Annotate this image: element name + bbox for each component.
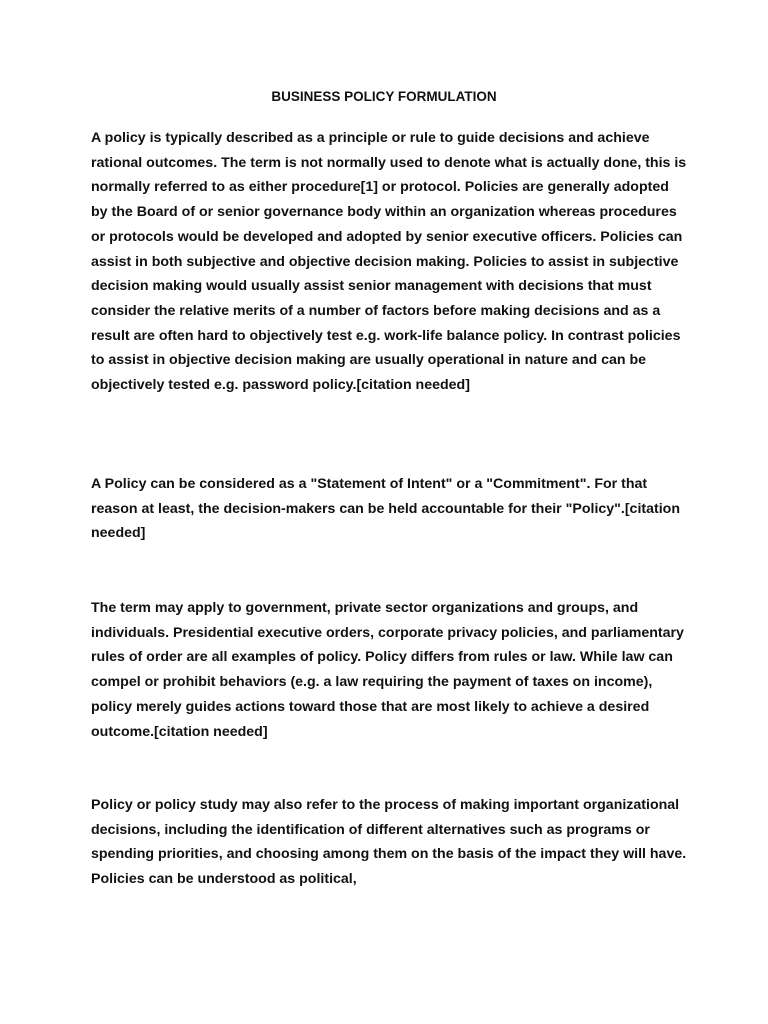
- page-title: BUSINESS POLICY FORMULATION: [271, 89, 497, 104]
- paragraph-policy-definition: A policy is typically described as a principle or rule to guide decisions and achieve rational outcomes. The term is not normally used to denote what is actually done, this is normally referred to as either procedure[1] or protocol. Policies are generally adopted by the Board of or senior governance body within an organization whereas procedures or protocols would be developed and adopted by senior executive officers. Policies can assist in both subjective and objective decision making. Policies to assist in subjective decision making would usually assist senior management with decisions that must consider the relative merits of a number of factors before making decisions and as a result are often hard to objectively test e.g. work-life balance policy. In contrast policies to assist in objective decision making are usually operational in nature and can be objectively tested e.g. password policy.[citation needed]: [91, 130, 687, 394]
- paragraph-statement-of-intent: A Policy can be considered as a "Statement of Intent" or a "Commitment". For that reason at least, the decision-makers can be held accountable for their "Policy".[citation needed]: [91, 476, 681, 542]
- paragraph-policy-study: Policy or policy study may also refer to the process of making important organizational decisions, including the identification of different alternatives such as programs or spending priorities, and choosing among them on the basis of the impact they will have. Policies can be understood as political,: [91, 797, 687, 888]
- paragraph-term-application: The term may apply to government, private sector organizations and groups, and individuals. Presidential executive orders, corporate privacy policies, and parliamentary rules of order are all examples of policy. Policy differs from rules or law. While law can compel or prohibit behaviors (e.g. a law requiring the payment of taxes on income), policy merely guides actions toward those that are most likely to achieve a desired outcome.[citation needed]: [91, 600, 684, 740]
